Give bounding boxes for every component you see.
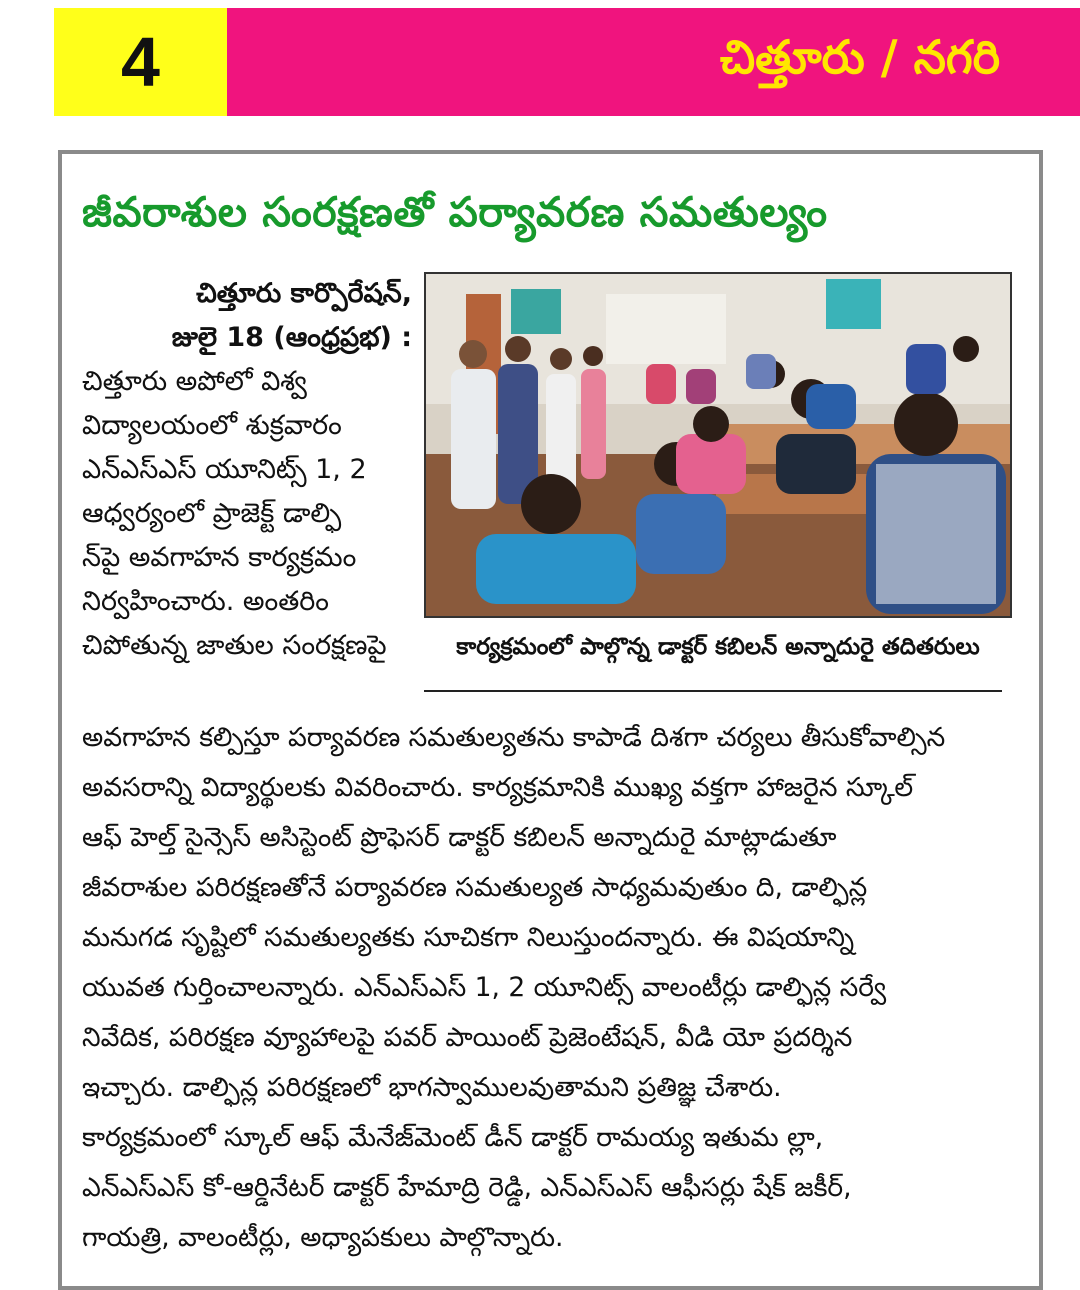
body-line: కార్యక్రమంలో స్కూల్ ఆఫ్ మేనేజ్‌మెంట్ డీన్ డాక్టర్ రామయ్య ఇతుమ ల్లా, <box>82 1122 824 1153</box>
dateline-date: జులై 18 (ఆంధ్రప్రభ) : <box>171 322 412 353</box>
body-line: అవగాహన కల్పిస్తూ పర్యావరణ సమతుల్యతను కాపాడే దిశగా చర్యలు తీసుకోవాల్సిన <box>82 722 946 753</box>
dateline <box>82 272 412 360</box>
body-line: జీవరాశుల పరిరక్షణతోనే పర్యావరణ సమతుల్యత సాధ్యమవుతుం ది, డాల్ఫిన్ల <box>82 872 868 903</box>
column-line: చిపోతున్న జాతుల సంరక్షణపై <box>82 630 387 661</box>
caption-divider <box>424 690 1002 692</box>
body-line: ఎన్ఎస్ఎస్ కో-ఆర్డినేటర్ డాక్టర్ హేమాద్రి రెడ్డి, ఎన్ఎస్ఎస్ ఆఫీసర్లు షేక్ జకీర్, <box>82 1172 852 1203</box>
body-line: అవసరాన్ని విద్యార్థులకు వివరించారు. కార్యక్రమానికి ముఖ్య వక్తగా హాజరైన స్కూల్ <box>82 772 914 803</box>
body-line: ఆఫ్ హెల్త్ సైన్సెస్ అసిస్టెంట్ ప్రొఫెసర్ డాక్టర్ కబిలన్ అన్నాదురై మాట్లాడుతూ <box>82 822 837 853</box>
section-banner <box>227 8 1080 116</box>
dateline-place: చిత్తూరు కార్పొరేషన్, <box>196 278 412 309</box>
article-headline: జీవరాశుల సంరక్షణతో పర్యావరణ సమతుల్యం <box>82 188 828 236</box>
column-line: న్‌పై అవగాహన కార్యక్రమం <box>82 542 357 573</box>
event-photo <box>424 272 1012 618</box>
column-line: చిత్తూరు అపోలో విశ్వ <box>82 366 307 397</box>
page-number: 4 <box>121 23 160 101</box>
page-number-box <box>54 8 227 116</box>
column-line: ఆధ్వర్యంలో ప్రాజెక్ట్ డాల్ఫి <box>82 498 342 529</box>
body-line: మనుగడ సృష్టిలో సమతుల్యతకు సూచికగా నిలుస్తుందన్నారు. ఈ విషయాన్ని <box>82 922 855 953</box>
body-line: గాయత్రి, వాలంటీర్లు, అధ్యాపకులు పాల్గొన్నారు. <box>82 1222 564 1253</box>
body-line: యువత గుర్తించాలన్నారు. ఎన్ఎస్ఎస్ 1, 2 యూనిట్స్ వాలంటీర్లు డాల్ఫిన్ల సర్వే <box>82 972 887 1003</box>
photo-caption: కార్యక్రమంలో పాల్గొన్న డాక్టర్ కబిలన్ అన్నాదురై తదితరులు <box>456 634 980 660</box>
column-line: ఎన్ఎస్ఎస్ యూనిట్స్ 1, 2 <box>82 454 367 485</box>
body-line: ఇచ్చారు. డాల్ఫిన్ల పరిరక్షణలో భాగస్వాములవుతామని ప్రతిజ్ఞ చేశారు. <box>82 1072 782 1103</box>
section-name: చిత్తూరు / నగరి <box>719 30 1000 84</box>
body-line: నివేదిక, పరిరక్షణ వ్యూహాలపై పవర్ పాయింట్ ప్రెజెంటేషన్, వీడి యో ప్రదర్శిన <box>82 1022 853 1053</box>
column-line: విద్యాలయంలో శుక్రవారం <box>82 410 342 441</box>
article-box <box>58 150 1043 1290</box>
column-line: నిర్వహించారు. అంతరిం <box>82 586 329 617</box>
